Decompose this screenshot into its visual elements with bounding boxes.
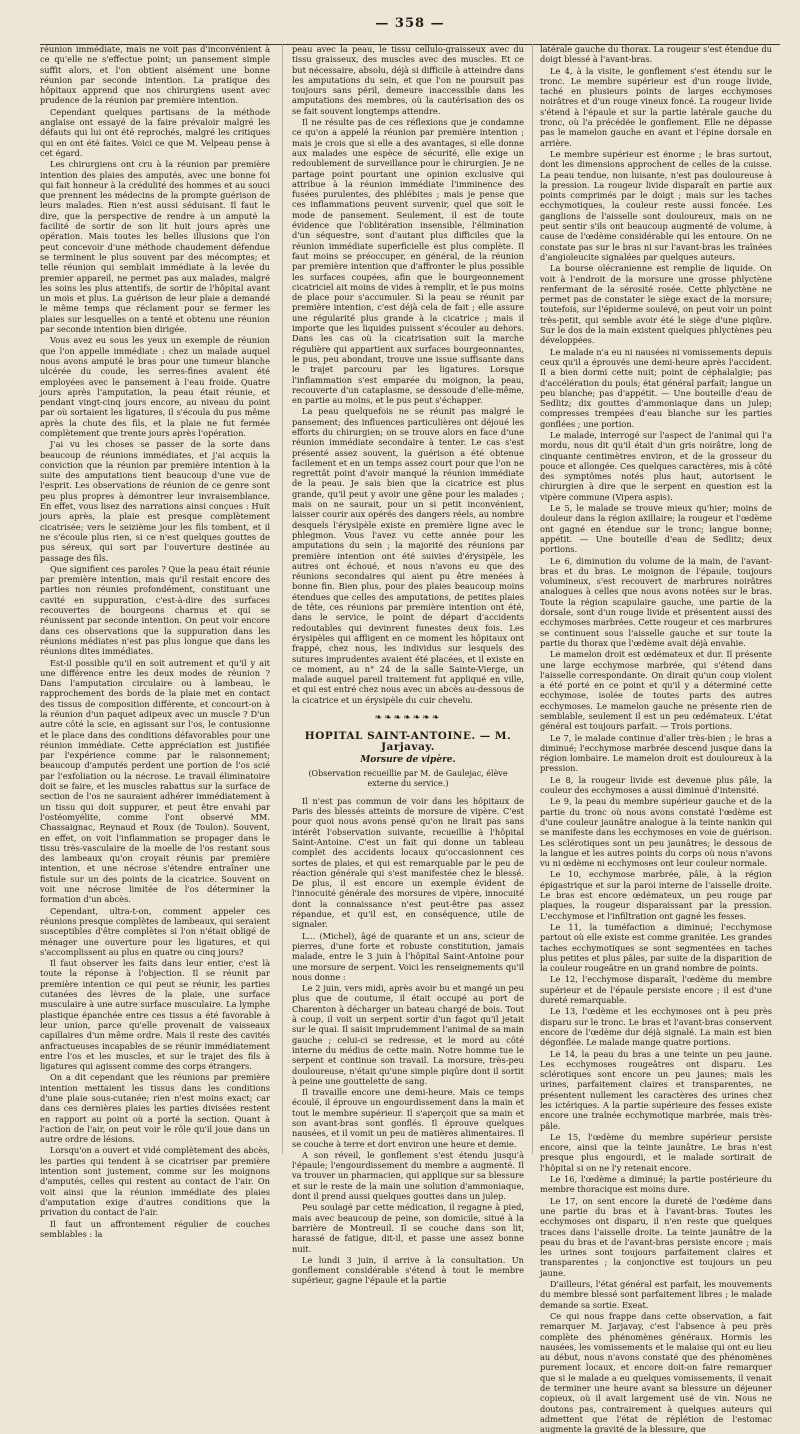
paragraph: Cependant quelques partisans de la méthode anglaise ont essayé de la faire prévaloir malgré les défauts qui lui ont été reprochés, malgré les critiques qui en ont été faites. Voici ce que M. Velpeau pense à cet égard. bbox=[40, 106, 270, 158]
paragraph: Ce qui nous frappe dans cette observation, a fait remarquer M. Jarjavay, c'est l'absence à peu près complète des phénomènes généraux. Hormis les nausées, les vomissements et le malaise qui ont eu lieu au début, nous n'avons constaté que des phénomènes purement locaux, et encore doit-on faire remarquer que si le malade a eu quelques vomissements, il venait de terminer une heure avant sa blessure un déjeuner copieux, où il avait largement usé de vin. Nous ne doutons pas, contrairement à quelques auteurs qui admettent que l'état de réplétion de l'estomac augmente la gravité de la blessure, que bbox=[540, 1310, 772, 1434]
paragraph: Il travaille encore une demi-heure. Mais ce temps écoulé, il éprouve un engourdissement dans la main et tout le membre supérieur. Il s'aperçoit que sa main et son avant-bras sont gonflés. Il éprouve quelques nausées, et il vomit un peu de matières alimentaires. Il se couche à terre et dort environ une heure et demie. bbox=[292, 1087, 524, 1149]
paragraph: Le 10, ecchymose marbrée, pâle, à la région épigastrique et sur la paroi interne de l'aisselle droite. Le bras est encore œdémateux, un peu rouge par plaques, la rougeur disparaissant par la pression. L'ecchymose et l'infiltration ont gagné les fesses. bbox=[540, 869, 772, 921]
paragraph: On a dit cependant que les réunions par première intention mettaient les tissus dans les conditions d'une plaie sous-cutanée; rien n'est moins exact; car dans ces dernières plaies les parties divisées restent en rapport au point où a porté la section. Quant à l'action de l'air, on peut voir le rôle qu'il joue dans un autre ordre de lésions. bbox=[40, 1072, 270, 1145]
paragraph: Peu soulagé par cette médication, il regagne à pied, mais avec beaucoup de peine, son domicile, situé à la barrière de Montreuil. Il se couche dans son lit, harassé de fatigue, dit-il, et passe une assez bonne nuit. bbox=[292, 1202, 524, 1254]
observation-credit: (Observation recueillie par M. de Gaulejac, élève externe du service.) bbox=[308, 769, 508, 789]
paragraph: Il faut un affrontement régulier de couches semblables : la bbox=[40, 1218, 270, 1239]
paragraph: Le 5, le malade se trouve mieux qu'hier; moins de douleur dans la région axillaire; la rougeur et l'œdème ont gagné en étendue sur le tronc; langue bonne; appétit. — Une bouteille d'eau de Sedlitz; deux portions. bbox=[540, 503, 772, 555]
paragraph: Est-il possible qu'il en soit autrement et qu'il y ait une différence entre les deux modes de réunion ? Dans l'amputation circulaire ou à lambeau, le rapprochement des bords de la plaie met en contact des tissus de composition différente, et concourt-on à la réunion d'un paquet adipeux avec un muscle ? D'un autre côté la scie, en agissant sur l'os, le contusionne et le place dans des conditions défavorables pour une réunion immédiate. Cette appréciation est justifiée par l'expérience comme par le raisonnement; beaucoup d'amputés perdent une portion de l'os scié par l'exfoliation ou la nécrose. Le travail éliminatoire doit se faire, et les muscles rabattus sur la surface de section de l'os ne sauraient adhérer immédiatement à un tissu qui doit suppurer, et peut être envahi par l'ostéomyélite, comme l'ont observé MM. Chassaignac, Reynaud et Roux (de Toulon). Souvent, en effet, on voit l'inflammation se propager dans le tissu très-vasculaire de la moelle de l'os restant sous des lambeaux qu'on croyait réunis par première intention, et une nécrose s'étendre entraîner une fistule sur un des points de la cicatrice. Souvent on voit une nécrose limitée de l'os déterminer la formation d'un abcès. bbox=[40, 657, 270, 905]
paragraph: La bourse olécranienne est remplie de liquide. On voit à l'endroit de la morsure une grosse phlyctène renfermant de la sérosité rosée. Cette phlyctène ne permet pas de constater le siège exact de la morsure; toutefois, sur l'épiderme soulevé, on peut voir un point très-petit, qui semble avoir été le siège d'une piqûre. Sur le dos de la main existent quelques phlyctènes peu développées. bbox=[540, 263, 772, 346]
paragraph: Le 8, la rougeur livide est devenue plus pâle, la couleur des ecchymoses a aussi diminué d'intensité. bbox=[540, 774, 772, 796]
column-left bbox=[40, 44, 270, 1239]
paragraph: Le malade, interrogé sur l'aspect de l'animal qui l'a mordu, nous dit qu'il était d'un gris noirâtre, long de cinquante centimètres environ, et de la grosseur du pouce et allongée. Ces quelques caractères, mis à côté des symptômes notés plus haut, autorisent le chirurgien à dire que le serpent en question est la vipère commune (Vipera aspis). bbox=[540, 429, 772, 502]
section-title: HOPITAL SAINT-ANTOINE. — M. Jarjavay. bbox=[304, 730, 512, 753]
section-separator: ❧❧❧❧❧❧❧ bbox=[374, 713, 442, 723]
paragraph: Le 11, la tuméfaction a diminué; l'ecchymose partout où elle existe est comme granitée. Les grandes taches ecchymotiques se sont segmentées en taches plus petites et plus pâles, par suite de la disparition de la couleur rougeâtre en un grand nombre de points. bbox=[540, 921, 772, 974]
column-middle bbox=[292, 44, 525, 1286]
column-divider bbox=[532, 44, 533, 1154]
page-number: — 358 — bbox=[375, 16, 445, 31]
paragraph: L... (Michel), âgé de quarante et un ans, scieur de pierres, d'une forte et robuste constitution, jamais malade, entre le 3 juin à l'hôpital Saint-Antoine pour une morsure de serpent. Voici les renseignements qu'il nous donne : bbox=[292, 930, 524, 982]
paragraph: Il n'est pas commun de voir dans les hôpitaux de Paris des blessés atteints de morsure de vipère. C'est pour quoi nous avons pensé qu'on ne lirait pas sans intérêt l'observation suivante, recueillie à l'hôpital Saint-Antoine. C'est un fait qui donne un tableau complet des accidents locaux qu'occasionnent ces sortes de plaies, et qui est remarquable par le peu de réaction générale qui s'est manifestée chez le blessé. De plus, il est encore un exemple évident de l'innocuité générale des morsures de vipère, innocuité dont la connaissance n'est peut-être pas assez répandue, et qu'il est, en conséquence, utile de signaler. bbox=[292, 795, 524, 930]
paragraph: Il faut observer les faits dans leur entier, c'est là toute la réponse à l'objection. Il se réunit par première intention ce qui peut se réunir, les parties cutanées des lèvres de la plaie, une surface musculaire à une autre surface musculaire. La lymphe plastique épanchée entre ces tissus a été favorable à leur union, parce qu'elle provenait de vaisseaux capillaires d'un même ordre. Mais il reste des cavités anfractueuses incapables de se réunir immédiatement entre l'os et les muscles, et sur le trajet des fils à ligatures qui agissent comme des corps étrangers. bbox=[40, 958, 270, 1072]
paragraph: Lorsqu'on a ouvert et vidé complètement des abcès, les parties qui tendent à se cicatriser par première intention sont justement, comme sur les moignons d'amputés, celles qui restent au contact de l'air. On voit ainsi que la réunion immédiate des plaies d'amputation exige d'autres conditions que la privation du contact de l'air. bbox=[40, 1145, 270, 1218]
paragraph: Le 7, le malade continue d'aller très-bien ; le bras a diminué; l'ecchymose marbrée descend jusque dans la région lombaire. Le mamelon droit est douloureux à la pression. bbox=[540, 732, 772, 774]
section-subtitle: Morsure de vipère. bbox=[360, 754, 456, 765]
paragraph: D'ailleurs, l'état général est parfait, les mouvements du membre blessé sont parfaitement libres ; le malade demande sa sortie. Exeat. bbox=[540, 1279, 772, 1310]
paragraph: Cependant, ultra-t-on, comment appeler ces réunions presque complètes de lambeaux, qui seraient susceptibles d'être complètes si l'on n'était obligé de ménager une ouverture pour les ligatures, et qui s'accomplissent au plus en quatre ou cinq jours? bbox=[40, 905, 270, 957]
paragraph: Vous avez eu sous les yeux un exemple de réunion que l'on appelle immédiate : chez un malade auquel nous avons amputé le bras pour une tumeur blanche ulcérée du coude, les serres-fines avaient été employées avec le pansement à l'eau froide. Quatre jours après l'amputation, la peau était réunie, et pendant vingt-cinq jours encore, au niveau du point par où sortaient les ligatures, il s'écoula du pus même après la chute des fils, et la plaie ne fut fermée complètement que trente jours après l'opération. bbox=[40, 335, 270, 438]
paragraph: peau avec la peau, le tissu cellulo-graisseux avec du tissu graisseux, des muscles avec des muscles. Et ce but nécessaire, absolu, déjà si difficile à atteindre dans les amputations du sein, et que l'on ne poursuit pas toujours sans péril, demeure inaccessible dans les amputations des membres, où la cautérisation des os se fait souvent longtemps attendre. bbox=[292, 44, 524, 116]
paragraph: Le 17, on sent encore la dureté de l'œdème dans une partie du bras et à l'avant-bras. Toutes les ecchymoses ont disparu, il n'en reste que quelques traces dans l'aisselle droite. La teinte jaunâtre de la peau du bras et de l'avant-bras persiste encore ; mais les urines sont toujours parfaitement claires et transparentes ; la conjonctive est toujours un peu jaune. bbox=[540, 1195, 772, 1278]
column-right bbox=[540, 44, 772, 1434]
paragraph: Le 4, à la visite, le gonflement s'est étendu sur le tronc. Le membre supérieur est d'un rouge livide, taché en plusieurs points de larges ecchymoses noirâtres et d'un rouge vineux foncé. La rougeur livide s'étend à l'épaule et sur la partie latérale gauche du tronc, où l'a précédée le gonflement. Elle ne dépasse pas le mamelon gauche en avant et l'épine dorsale en arrière. bbox=[540, 65, 772, 148]
paragraph: Les chirurgiens ont cru à la réunion par première intention des plaies des amputés, avec une bonne foi qui fait honneur à la crédulité des hommes et au souci que prennent les médecins de la prompte guérison de leurs malades. Rien n'est aussi séduisant. Il faut le dire, que la perspective de rendre à un amputé la facilité de sortir de son lit huit jours après une opération. Mais toutes les belles illusions que l'on peut concevoir d'une méthode chaudement défendue se terminent le plus souvent par des mécomptes; et telle réunion qui semblait immédiate à la levée du premier appareil, ne permet pas aux malades, malgré les soins les plus attentifs, de sortir de l'hôpital avant un mois et plus. La guérison de leur plaie a demandé le même temps que réclament pour se fermer les plaies sur lesquelles on a tenté et obtenu une réunion par seconde intention bien dirigée. bbox=[40, 159, 270, 335]
paragraph: Le lundi 3 juin, il arrive à la consultation. Un gonflement considérable s'étend à tout le membre supérieur, gagne l'épaule et la partie bbox=[292, 1254, 524, 1286]
paragraph: réunion immédiate, mais ne voit pas d'inconvénient à ce qu'elle ne s'effectue point; un pansement simple suffit alors, et l'on obtient aisément une bonne réunion par seconde intention. La pratique des hôpitaux apprend que nos chirurgiens usent avec prudence de la réunion par première intention. bbox=[40, 44, 270, 106]
paragraph: La peau quelquefois ne se réunit pas malgré le pansement; des influences particulières ont déjoué les efforts du chirurgien; on se trouve alors en face d'une réunion immédiate secondaire à tenter. Le cas s'est présenté assez souvent, la guérison a été obtenue facilement et en un temps assez court pour que l'on ne regrettât point d'avoir manqué la réunion immédiate de la peau. Je sais bien que la cicatrice est plus grande, qu'il peut y avoir une gêne pour les malades ; mais on ne saurait, pour un si petit inconvénient, laisser courir aux opérés des dangers réels, au nombre desquels l'érysipèle existe en première ligne avec le phlegmon. Vous l'avez vu cette année pour les amputations du sein ; la majorité des réunions par première intention ont été suivies d'érysipèle, les autres ont échoué, et nous n'avons eu que des réunions secondaires qui aient pu être menées à bonne fin. Bien plus, pour des plaies beaucoup moins étendues que celles des amputations, de petites plaies de tête, ces réunions par première intention ont été, dans le service, le point de départ d'accidents redoutables qui devinrent funestes deux fois. Les érysipèles qui affligent en ce moment les hôpitaux ont frappé, chez nous, les individus sur lesquels des sutures imprudentes avaient été placées, et il existe en ce moment, au n° 24 de la salle Sainte-Vierge, un malade auquel pareil traitement fut appliqué en ville, et qui est entré chez nous avec un abcès au-dessous de la cicatrice et un érysipèle du cuir chevelu. bbox=[292, 406, 524, 705]
paragraph: latérale gauche du thorax. La rougeur s'est étendue du doigt blessé à l'avant-bras. bbox=[540, 44, 772, 65]
paragraph: Le mamelon droit est œdémateux et dur. Il présente une large ecchymose marbrée, qui s'étend dans l'aisselle correspondante. On dirait qu'un coup violent a été porté en ce point et qu'il y a déterminé cette ecchymose, isolée de toutes parts des autres ecchymoses. Le mamelon gauche ne présente rien de semblable, seulement il est un peu œdémateux. L'état général est toujours parfait. — Trois portions. bbox=[540, 649, 772, 732]
paragraph: Le 9, la peau du membre supérieur gauche et de la partie du tronc où nous avons constaté l'œdème est d'une couleur jaunâtre analogue à la teinte nankin qui se manifeste dans les ecchymoses en voie de guérison. Les sclérotiques sont un peu jaunâtres; le dessous de la langue et les autres points du corps où nous n'avons vu ni œdème ni ecchymoses ont leur couleur normale. bbox=[540, 796, 772, 869]
paragraph: Le 12, l'ecchymose disparaît, l'œdème du membre supérieur et de l'épaule persiste encore ; il est d'une dureté remarquable. bbox=[540, 974, 772, 1006]
paragraph: Le 15, l'œdème du membre supérieur persiste encore, ainsi que la teinte jaunâtre. Le bras n'est presque plus engourdi, et le malade sortirait de l'hôpital si on ne l'y retenait encore. bbox=[540, 1131, 772, 1173]
paragraph: Le membre supérieur est énorme ; le bras surtout, dont les dimensions approchent de celles de la cuisse. La peau tendue, non luisante, n'est pas douloureuse à la pression. La rougeur livide disparaît en partie aux points comprimés par le doigt ; mais sur les taches ecchymotiques, la couleur reste aussi foncée. Les ganglions de l'aisselle sont douloureux, mais on ne peut sentir s'ils ont beaucoup augmenté de volume, à cause de l'œdème considérable qui les entoure. On ne constate pas sur le bras ni sur l'avant-bras les traînées d'angioleucite signalées par quelques auteurs. bbox=[540, 148, 772, 262]
paragraph: J'ai vu les choses se passer de la sorte dans beaucoup de réunions immédiates, et j'ai acquis la conviction que la réunion par première intention à la suite des amputations tient beaucoup d'une vue de l'esprit. Les observations de réunion de ce genre sont peu plus propres à démontrer leur invraisemblance. En effet, vous lisez des narrations ainsi conçues : Huit jours après, la plaie est presque complètement cicatrisée; vers le seizième jour les fils tombent, et il ne s'écoule plus rien, si ce n'est quelques gouttes de pus séreux, qui sort par l'ouverture destinée au passage des fils. bbox=[40, 439, 270, 563]
paragraph: Le 6, diminution du volume de la main, de l'avant-bras et du bras. Le moignon de l'épaule, toujours volumineux, s'est recouvert de marbrures noirâtres analogues à celles que nous avons notées sur le bras. Toute la région scapulaire gauche, une partie de la dorsale, sont d'un rouge livide et présentent aussi des ecchymoses marbrées. Cette rougeur et ces marbrures se continuent sous l'aisselle gauche et sur toute la partie du thorax que l'œdème avait déjà envahie. bbox=[540, 555, 772, 648]
paragraph: Que signifient ces paroles ? Que la peau était réunie par première intention, mais qu'il restait encore des parties non réunies profondément, constituant une cavité en suppuration, c'est-à-dire des surfaces recouvertes de bourgeons charnus et qui se réunissent par seconde intention. On peut voir encore dans ces observations que la suppuration dans les réunions médiates n'est pas plus longue que dans les réunions dites immédiates. bbox=[40, 563, 270, 657]
paragraph: Il ne résulte pas de ces réflexions que je condamne ce qu'on a appelé la réunion par première intention ; mais je crois que si elle a des avantages, si elle donne aux malades une espèce de sécurité, elle exige un redoublement de surveillance pour le chirurgien. Je ne partage point pourtant une opinion exclusive qui attribue à la réunion immédiate l'imminence des fusées purulentes, des phlébites ; mais je pense que ces inflammations peuvent survenir, quel que soit le mode de pansement. Seulement, il est de toute évidence que l'oblitération insensible, l'élimination d'un séquestre, sont d'autant plus difficiles que la réunion immédiate superficielle est plus complète. Il faut moins se préoccuper, en général, de la réunion par première intention que d'affronter le plus possible les surfaces coupées, afin que le bourgeonnement cicatriciel ait moins de vides à remplir, et le pus moins de place pour s'accumuler. Si la peau se réunit par première intention, c'est déjà cela de fait ; elle assure une régularité plus grande à la cicatrice ; mais il importe que les liquides puissent s'écouler au dehors. Dans les cas où la cicatrisation suit la marche régulière qui appartient aux surfaces bourgeonnantes, le pus, peu abondant, trouve une issue suffisante dans le trajet parcouru par les ligatures. Lorsque l'inflammation s'est emparée du moignon, la peau, recouverte d'un cataplasme, se dessoude d'elle-même, en partie au moins, et le pus peut s'échapper. bbox=[292, 117, 524, 406]
column-divider bbox=[282, 44, 283, 1154]
page-header bbox=[40, 16, 780, 36]
paragraph: Le 13, l'œdème et les ecchymoses ont à peu près disparu sur le tronc. Le bras et l'avant-bras conservent encore de l'œdème dur déjà signalé. La main est bien dégonflée. Le malade mange quatre portions. bbox=[540, 1006, 772, 1048]
paragraph: Le 14, la peau du bras a une teinte un peu jaune. Les ecchymoses rougeâtres ont disparu. Les sclérotiques sont encore un peu jaunes; mais les urines, parfaitement claires et transparentes, ne présentent nullement les caractères des urines chez les ictériques. A la partie supérieure des fesses existe encore une traînée ecchymotique marbrée, mais très-pâle. bbox=[540, 1048, 772, 1131]
paragraph: Le 2 juin, vers midi, après avoir bu et mangé un peu plus que de coutume, il était occupé au port de Charenton à décharger un bateau chargé de bois. Tout à coup, il voit un serpent sortir d'un fagot qu'il jetait sur le quai. Il saisit imprudemment l'animal de sa main gauche ; celui-ci se redresse, et le mord au côté interne du médius de cette main. Notre homme tue le serpent et continue son travail. La morsure, très-peu douloureuse, n'était qu'une simple piqûre dont il sortit à peine une gouttelette de sang. bbox=[292, 983, 524, 1086]
paragraph: Le malade n'a eu ni nausées ni vomissements depuis ceux qu'il a éprouvés une demi-heure après l'accident. Il a bien dormi cette nuit; point de céphalalgie; pas d'accélération du pouls; état général parfait; langue un peu blanche; pas d'appétit. — Une bouteille d'eau de Sedlitz; dix gouttes d'ammoniaque dans un julep; compresses trempées d'eau blanche sur les parties gonflées ; une portion. bbox=[540, 346, 772, 429]
paragraph: A son réveil, le gonflement s'est étendu jusqu'à l'épaule; l'engourdissement du membre a augmenté. Il va trouver un pharmacien, qui applique sur sa blessure et sur le reste de la main une solution d'ammoniaque, dont il prend aussi quelques gouttes dans un julep. bbox=[292, 1149, 525, 1202]
paragraph: Le 16, l'œdème a diminué; la partie postérieure du membre thoracique est moins dure. bbox=[540, 1174, 772, 1195]
